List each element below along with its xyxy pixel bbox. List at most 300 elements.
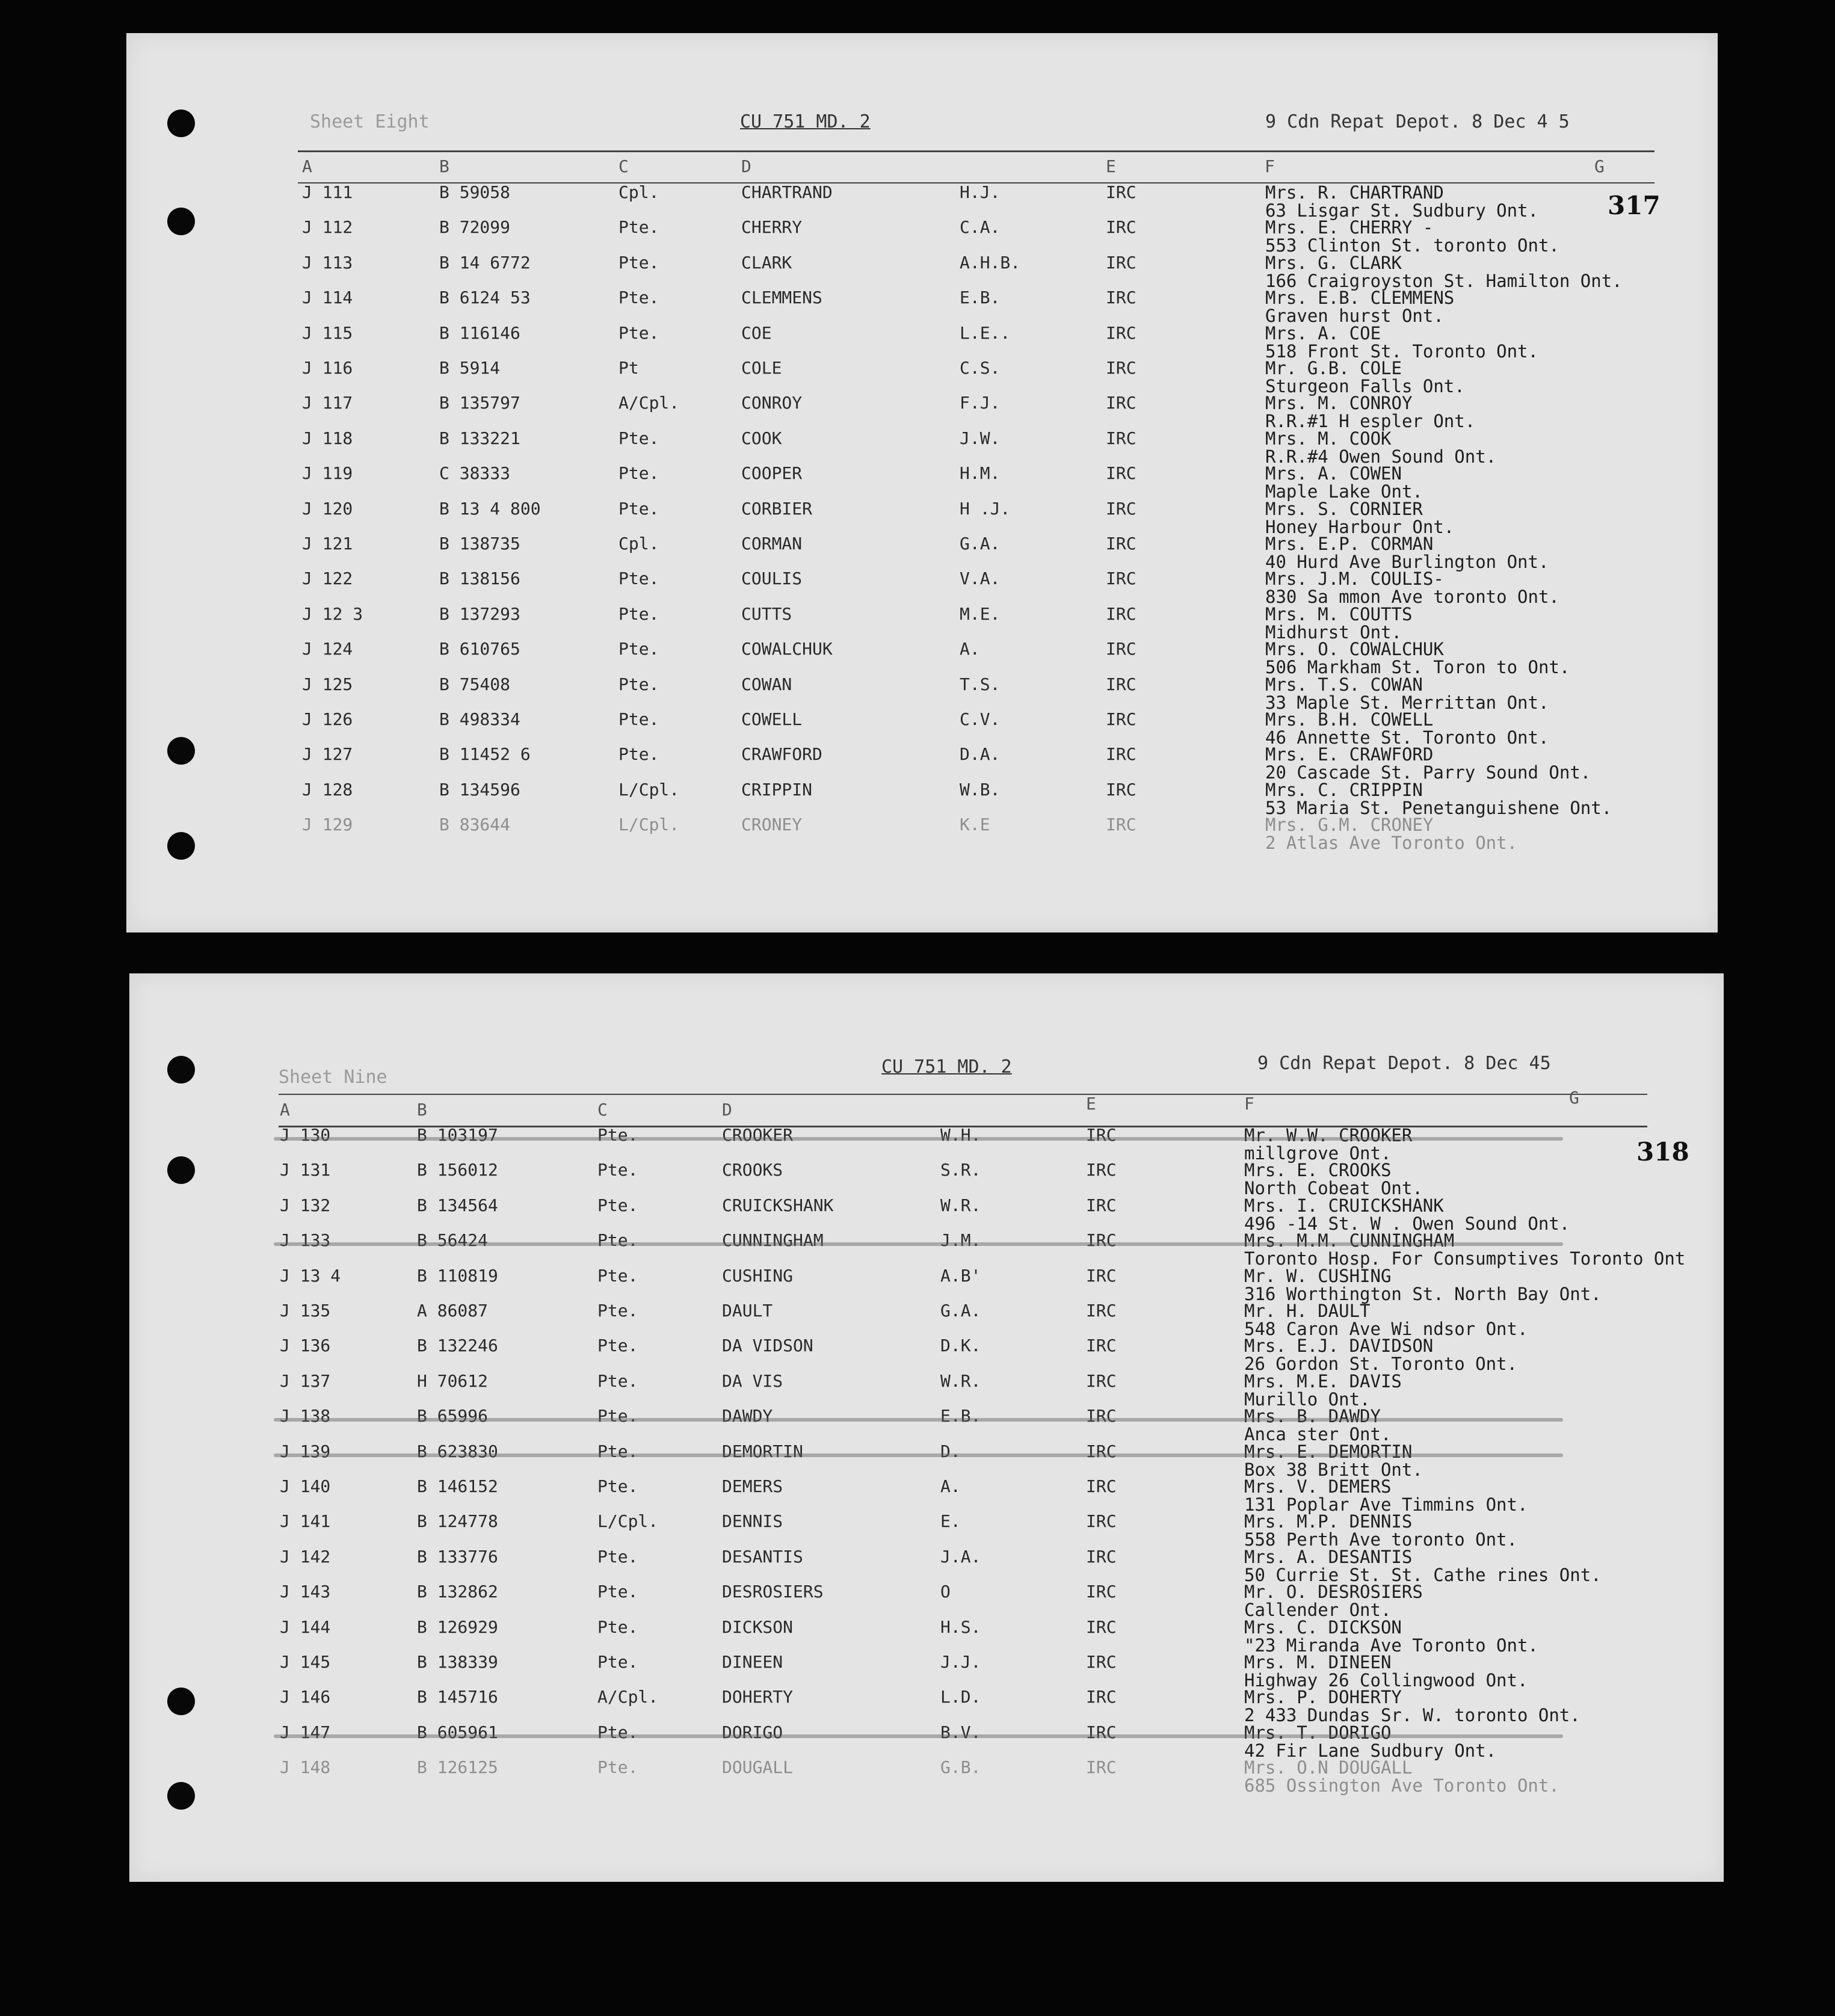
- service-number-cell: J 121: [302, 534, 353, 553]
- corps-cell: IRC: [1106, 498, 1136, 519]
- regimental-number-cell: B 124778: [417, 1511, 498, 1532]
- service-number-cell: J 138: [280, 1406, 331, 1426]
- initials-cell: W.R.: [940, 1195, 981, 1215]
- rank-cell: Pte.: [597, 1617, 638, 1637]
- file-reference: CU 751 MD. 2: [881, 1056, 1012, 1077]
- regimental-number-cell: B 75408: [439, 674, 511, 694]
- initials-cell: V.A.: [960, 569, 1001, 589]
- next-of-kin-name: Mr. O. DESROSIERS: [1244, 1582, 1423, 1603]
- regimental-number-cell: B 133776: [417, 1546, 498, 1567]
- next-of-kin-address: 506 Markham St. Toron to Ont.: [1265, 657, 1570, 678]
- rank-cell: Pte.: [597, 1301, 638, 1321]
- next-of-kin-name: Mrs. M. DINEEN: [1244, 1652, 1392, 1672]
- initials-cell: C.A.: [960, 217, 1001, 238]
- next-of-kin-name: Mr. W.W. CROOKER: [1244, 1125, 1413, 1145]
- service-number-cell: J 146: [280, 1687, 331, 1707]
- next-of-kin-name: Mrs. G. CLARK: [1265, 252, 1402, 273]
- regimental-number-cell: B 498334: [439, 709, 520, 729]
- initials-cell: G.A.: [960, 534, 1001, 553]
- table-row: [126, 603, 1718, 643]
- surname-cell: DINEEN: [722, 1652, 783, 1672]
- next-of-kin-address: 20 Cascade St. Parry Sound Ont.: [1265, 762, 1591, 783]
- table-row: [126, 674, 1718, 713]
- corps-cell: IRC: [1086, 1370, 1117, 1391]
- next-of-kin-name: Mrs. S. CORNIER: [1265, 498, 1423, 519]
- column-header-a: A: [280, 1100, 290, 1120]
- header-rule: [298, 150, 1655, 152]
- initials-cell: J.J.: [940, 1652, 981, 1672]
- service-number-cell: J 141: [280, 1511, 331, 1532]
- initials-cell: O: [940, 1582, 951, 1602]
- binder-hole: [167, 1782, 195, 1810]
- service-number-cell: J 115: [302, 322, 353, 343]
- surname-cell: DEMERS: [722, 1476, 783, 1496]
- next-of-kin-name: Mrs. T. DORIGO: [1244, 1722, 1392, 1743]
- unit-date: 9 Cdn Repat Depot. 8 Dec 4 5: [1265, 111, 1570, 132]
- rank-cell: Pte.: [618, 603, 659, 624]
- rank-cell: Pte.: [618, 744, 659, 765]
- corps-cell: IRC: [1086, 1722, 1117, 1742]
- corps-cell: IRC: [1086, 1195, 1117, 1215]
- initials-cell: W.R.: [940, 1370, 981, 1391]
- rank-cell: Pte.: [597, 1230, 638, 1251]
- next-of-kin-name: Mrs. I. CRUICKSHANK: [1244, 1195, 1444, 1216]
- initials-cell: A.B': [940, 1265, 981, 1286]
- regimental-number-cell: B 110819: [417, 1265, 498, 1286]
- next-of-kin-name: Mrs. B. DAWDY: [1244, 1406, 1381, 1427]
- rank-cell: Pte.: [618, 463, 659, 484]
- service-number-cell: J 112: [302, 217, 353, 238]
- rank-cell: Pte.: [618, 252, 659, 273]
- surname-cell: CROOKS: [722, 1160, 783, 1180]
- next-of-kin-name: Mrs. O.N DOUGALL: [1244, 1757, 1413, 1778]
- next-of-kin-name: Mrs. M. CONROY: [1265, 393, 1413, 414]
- binder-hole: [167, 1688, 195, 1715]
- corps-cell: IRC: [1106, 569, 1136, 589]
- rank-cell: L/Cpl.: [618, 815, 680, 835]
- surname-cell: CRIPPIN: [741, 779, 813, 800]
- surname-cell: CLEMMENS: [741, 288, 822, 308]
- next-of-kin-name: Mrs. C. DICKSON: [1244, 1617, 1402, 1638]
- table-row: [126, 288, 1718, 327]
- next-of-kin-name: Mrs. C. CRIPPIN: [1265, 779, 1423, 800]
- rank-cell: Pt: [618, 358, 639, 378]
- next-of-kin-address: millgrove Ont.: [1244, 1143, 1392, 1164]
- corps-cell: IRC: [1106, 428, 1136, 448]
- surname-cell: DAULT: [722, 1301, 773, 1321]
- rank-cell: Pte.: [597, 1370, 638, 1391]
- next-of-kin-address: Midhurst Ont.: [1265, 621, 1402, 643]
- table-row: [126, 322, 1718, 362]
- surname-cell: COOK: [741, 428, 782, 448]
- service-number-cell: J 116: [302, 358, 353, 378]
- regimental-number-cell: B 11452 6: [439, 744, 531, 765]
- regimental-number-cell: B 5914: [439, 358, 501, 378]
- surname-cell: DAWDY: [722, 1406, 773, 1426]
- strike-through-mark: [274, 1418, 1563, 1422]
- surname-cell: CONROY: [741, 393, 803, 413]
- next-of-kin-address: Maple Lake Ont.: [1265, 481, 1423, 502]
- table-row: [126, 779, 1718, 818]
- table-row: [126, 182, 1718, 221]
- initials-cell: H.M.: [960, 463, 1001, 484]
- binder-hole: [167, 737, 195, 765]
- regimental-number-cell: B 133221: [439, 428, 520, 448]
- service-number-cell: J 13 4: [280, 1265, 341, 1286]
- table-row: [126, 358, 1718, 396]
- next-of-kin-name: Mrs. G.M. CRONEY: [1265, 815, 1434, 836]
- next-of-kin-name: Mrs. A. COE: [1265, 322, 1381, 344]
- surname-cell: DESROSIERS: [722, 1582, 824, 1602]
- corps-cell: IRC: [1086, 1441, 1117, 1461]
- service-number-cell: J 147: [280, 1722, 331, 1742]
- next-of-kin-name: Mrs. E. DEMORTIN: [1244, 1441, 1413, 1462]
- rank-cell: Pte.: [597, 1160, 638, 1180]
- next-of-kin-name: Mrs. E. CRAWFORD: [1265, 744, 1434, 765]
- rank-cell: Pte.: [597, 1582, 638, 1602]
- surname-cell: COULIS: [741, 569, 803, 589]
- next-of-kin-name: Mrs. E.P. CORMAN: [1265, 534, 1434, 554]
- service-number-cell: J 118: [302, 428, 353, 448]
- initials-cell: K.E: [960, 815, 990, 835]
- corps-cell: IRC: [1106, 674, 1136, 694]
- corps-cell: IRC: [1106, 815, 1136, 835]
- initials-cell: D.K.: [940, 1336, 981, 1356]
- rank-cell: Pte.: [597, 1406, 638, 1426]
- corps-cell: IRC: [1086, 1687, 1117, 1707]
- page-number: 318: [1636, 1137, 1689, 1167]
- surname-cell: DICKSON: [722, 1617, 794, 1637]
- corps-cell: IRC: [1106, 779, 1136, 800]
- next-of-kin-name: Mrs. E.J. DAVIDSON: [1244, 1336, 1434, 1357]
- regimental-number-cell: B 605961: [417, 1722, 498, 1742]
- next-of-kin-address: 496 -14 St. W . Owen Sound Ont.: [1244, 1213, 1570, 1234]
- table-row: [129, 1511, 1724, 1550]
- rank-cell: Pte.: [618, 288, 659, 308]
- surname-cell: CORBIER: [741, 498, 813, 519]
- strike-through-mark: [274, 1734, 1563, 1738]
- next-of-kin-address: Anca ster Ont.: [1244, 1424, 1392, 1445]
- rank-cell: Pte.: [618, 428, 659, 448]
- strike-through-mark: [274, 1453, 1563, 1457]
- corps-cell: IRC: [1106, 358, 1136, 378]
- table-row: [126, 709, 1718, 748]
- rank-cell: Pte.: [618, 569, 659, 589]
- rank-cell: Cpl.: [618, 182, 659, 202]
- surname-cell: COOPER: [741, 463, 803, 484]
- next-of-kin-address: 2 Atlas Ave Toronto Ont.: [1265, 833, 1518, 854]
- next-of-kin-address: 50 Currie St. St. Cathe rines Ont.: [1244, 1564, 1602, 1585]
- surname-cell: DORIGO: [722, 1722, 783, 1742]
- table-row: [129, 1370, 1724, 1410]
- initials-cell: G.B.: [940, 1757, 981, 1778]
- surname-cell: COE: [741, 322, 772, 343]
- table-row: [129, 1195, 1724, 1234]
- initials-cell: T.S.: [960, 674, 1001, 694]
- column-header-c: C: [618, 156, 629, 176]
- regimental-number-cell: B 138339: [417, 1652, 498, 1672]
- service-number-cell: J 111: [302, 182, 353, 202]
- next-of-kin-name: Mrs. A. COWEN: [1265, 463, 1402, 484]
- rank-cell: Pte.: [618, 217, 659, 238]
- corps-cell: IRC: [1106, 217, 1136, 238]
- surname-cell: CUNNINGHAM: [722, 1230, 824, 1251]
- regimental-number-cell: B 126125: [417, 1757, 498, 1778]
- regimental-number-cell: B 610765: [439, 639, 520, 659]
- column-header-g: G: [1594, 156, 1605, 176]
- table-row: [126, 463, 1718, 502]
- table-row: [129, 1160, 1724, 1199]
- initials-cell: E.B.: [940, 1406, 981, 1426]
- next-of-kin-address: 548 Caron Ave Wi ndsor Ont.: [1244, 1319, 1528, 1339]
- next-of-kin-address: Graven hurst Ont.: [1265, 306, 1444, 327]
- surname-cell: DA VIDSON: [722, 1336, 813, 1356]
- corps-cell: IRC: [1086, 1265, 1117, 1286]
- column-header-c: C: [597, 1100, 608, 1120]
- rank-cell: Pte.: [597, 1441, 638, 1461]
- service-number-cell: J 131: [280, 1160, 331, 1180]
- regimental-number-cell: B 134564: [417, 1195, 498, 1215]
- initials-cell: J.M.: [940, 1230, 981, 1251]
- corps-cell: IRC: [1106, 603, 1136, 624]
- unit-date: 9 Cdn Repat Depot. 8 Dec 45: [1257, 1053, 1551, 1074]
- next-of-kin-name: Mrs. R. CHARTRAND: [1265, 182, 1444, 203]
- regimental-number-cell: C 38333: [439, 463, 511, 484]
- rank-cell: Pte.: [597, 1265, 638, 1286]
- next-of-kin-address: 46 Annette St. Toronto Ont.: [1265, 727, 1549, 748]
- corps-cell: IRC: [1086, 1125, 1117, 1145]
- table-row: [129, 1617, 1724, 1656]
- regimental-number-cell: B 83644: [439, 815, 511, 835]
- initials-cell: B.V.: [940, 1722, 981, 1742]
- table-row: [126, 815, 1718, 854]
- corps-cell: IRC: [1086, 1511, 1117, 1532]
- next-of-kin-address: Honey Harbour Ont.: [1265, 516, 1455, 537]
- corps-cell: IRC: [1106, 709, 1136, 729]
- initials-cell: E.B.: [960, 288, 1001, 308]
- table-row: [129, 1476, 1724, 1515]
- next-of-kin-address: Box 38 Britt Ont.: [1244, 1459, 1423, 1480]
- initials-cell: F.J.: [960, 393, 1001, 413]
- service-number-cell: J 142: [280, 1546, 331, 1567]
- service-number-cell: J 145: [280, 1652, 331, 1672]
- rank-cell: Pte.: [597, 1722, 638, 1742]
- column-header-f: F: [1265, 156, 1275, 176]
- table-row: [126, 252, 1718, 291]
- column-header-a: A: [302, 156, 312, 176]
- binder-hole: [167, 832, 195, 860]
- initials-cell: A.: [940, 1476, 961, 1496]
- regimental-number-cell: B 137293: [439, 603, 520, 624]
- service-number-cell: J 139: [280, 1441, 331, 1461]
- sheet-label: Sheet Nine: [279, 1067, 387, 1088]
- binder-hole: [167, 1156, 195, 1184]
- column-header-e: E: [1086, 1094, 1096, 1114]
- initials-cell: A.: [960, 639, 980, 659]
- initials-cell: H .J.: [960, 498, 1011, 519]
- table-row: [126, 428, 1718, 467]
- initials-cell: G.A.: [940, 1301, 981, 1321]
- table-row: [129, 1757, 1724, 1796]
- service-number-cell: J 144: [280, 1617, 331, 1637]
- initials-cell: E.: [940, 1511, 961, 1532]
- service-number-cell: J 122: [302, 569, 353, 589]
- page-number: 317: [1608, 191, 1661, 220]
- record-sheet-eight: [126, 33, 1718, 932]
- next-of-kin-address: 316 Worthington St. North Bay Ont.: [1244, 1283, 1602, 1304]
- surname-cell: CLARK: [741, 252, 792, 273]
- column-header-d: D: [722, 1100, 732, 1120]
- strike-through-mark: [274, 1137, 1563, 1141]
- service-number-cell: J 148: [280, 1757, 331, 1778]
- initials-cell: W.H.: [940, 1125, 981, 1145]
- binder-hole: [167, 109, 195, 137]
- table-row: [129, 1546, 1724, 1585]
- corps-cell: IRC: [1106, 182, 1136, 202]
- initials-cell: J.A.: [940, 1546, 981, 1567]
- corps-cell: IRC: [1086, 1406, 1117, 1426]
- table-row: [126, 569, 1718, 608]
- surname-cell: DENNIS: [722, 1511, 783, 1532]
- next-of-kin-name: Mrs. M. COOK: [1265, 428, 1392, 449]
- next-of-kin-address: 166 Craigroyston St. Hamilton Ont.: [1265, 270, 1623, 291]
- table-row: [129, 1265, 1724, 1304]
- surname-cell: DESANTIS: [722, 1546, 803, 1567]
- regimental-number-cell: B 72099: [439, 217, 511, 238]
- corps-cell: IRC: [1086, 1617, 1117, 1637]
- regimental-number-cell: B 132862: [417, 1582, 498, 1602]
- service-number-cell: J 12 3: [302, 603, 363, 624]
- binder-hole: [167, 208, 195, 235]
- service-number-cell: J 120: [302, 498, 353, 519]
- regimental-number-cell: B 138735: [439, 534, 520, 553]
- corps-cell: IRC: [1086, 1582, 1117, 1602]
- next-of-kin-name: Mr. W. CUSHING: [1244, 1265, 1392, 1286]
- initials-cell: D.: [940, 1441, 961, 1461]
- next-of-kin-address: R.R.#4 Owen Sound Ont.: [1265, 446, 1497, 467]
- next-of-kin-address: Toronto Hosp. For Consumptives Toronto Ont: [1244, 1248, 1686, 1269]
- next-of-kin-address: 131 Poplar Ave Timmins Ont.: [1244, 1494, 1528, 1515]
- next-of-kin-address: 33 Maple St. Merrittan Ont.: [1265, 692, 1549, 713]
- service-number-cell: J 143: [280, 1582, 331, 1602]
- table-row: [126, 744, 1718, 783]
- next-of-kin-address: 26 Gordon St. Toronto Ont.: [1244, 1354, 1517, 1375]
- table-row: [129, 1687, 1724, 1726]
- column-header-g: G: [1569, 1088, 1579, 1108]
- next-of-kin-name: Mrs. M.P. DENNIS: [1244, 1511, 1413, 1532]
- corps-cell: IRC: [1106, 393, 1136, 413]
- surname-cell: CRONEY: [741, 815, 803, 835]
- surname-cell: COWAN: [741, 674, 792, 694]
- next-of-kin-address: 553 Clinton St. toronto Ont.: [1265, 235, 1559, 256]
- column-header-b: B: [417, 1100, 427, 1120]
- initials-cell: H.J.: [960, 182, 1001, 202]
- file-reference: CU 751 MD. 2: [740, 111, 871, 132]
- initials-cell: S.R.: [940, 1160, 981, 1180]
- service-number-cell: J 137: [280, 1370, 331, 1391]
- service-number-cell: J 113: [302, 252, 353, 273]
- next-of-kin-name: Mrs. J.M. COULIS-: [1265, 569, 1444, 590]
- service-number-cell: J 126: [302, 709, 353, 729]
- next-of-kin-address: R.R.#1 H espler Ont.: [1265, 411, 1476, 432]
- corps-cell: IRC: [1086, 1652, 1117, 1672]
- service-number-cell: J 135: [280, 1301, 331, 1321]
- service-number-cell: J 136: [280, 1336, 331, 1356]
- next-of-kin-address: 42 Fir Lane Sudbury Ont.: [1244, 1740, 1497, 1761]
- initials-cell: C.S.: [960, 358, 1001, 378]
- table-row: [126, 393, 1718, 432]
- table-row: [129, 1301, 1724, 1339]
- rank-cell: Pte.: [597, 1336, 638, 1356]
- initials-cell: L.E..: [960, 322, 1011, 343]
- regimental-number-cell: B 126929: [417, 1617, 498, 1637]
- regimental-number-cell: B 13 4 800: [439, 498, 541, 519]
- next-of-kin-name: Mrs. M.E. DAVIS: [1244, 1370, 1402, 1392]
- corps-cell: IRC: [1086, 1476, 1117, 1496]
- corps-cell: IRC: [1106, 322, 1136, 343]
- rank-cell: Pte.: [597, 1757, 638, 1778]
- next-of-kin-address: Murillo Ont.: [1244, 1389, 1371, 1410]
- service-number-cell: J 127: [302, 744, 353, 765]
- regimental-number-cell: A 86087: [417, 1301, 489, 1321]
- regimental-number-cell: B 132246: [417, 1336, 498, 1356]
- regimental-number-cell: B 156012: [417, 1160, 498, 1180]
- corps-cell: IRC: [1086, 1230, 1117, 1251]
- regimental-number-cell: B 59058: [439, 182, 511, 202]
- regimental-number-cell: H 70612: [417, 1370, 489, 1391]
- rank-cell: Pte.: [597, 1125, 638, 1145]
- next-of-kin-name: Mrs. O. COWALCHUK: [1265, 639, 1444, 660]
- binder-hole: [167, 1056, 195, 1084]
- column-header-b: B: [439, 156, 449, 176]
- rank-cell: L/Cpl.: [618, 779, 680, 800]
- next-of-kin-address: 518 Front St. Toronto Ont.: [1265, 341, 1538, 362]
- next-of-kin-address: Callender Ont.: [1244, 1600, 1392, 1621]
- next-of-kin-address: 685 Ossington Ave Toronto Ont.: [1244, 1775, 1559, 1796]
- surname-cell: COLE: [741, 358, 782, 378]
- next-of-kin-address: "23 Miranda Ave Toronto Ont.: [1244, 1635, 1538, 1656]
- surname-cell: DOUGALL: [722, 1757, 794, 1778]
- regimental-number-cell: B 6124 53: [439, 288, 531, 308]
- table-row: [126, 217, 1718, 256]
- initials-cell: A.H.B.: [960, 252, 1021, 273]
- next-of-kin-address: 558 Perth Ave toronto Ont.: [1244, 1529, 1517, 1550]
- surname-cell: COWELL: [741, 709, 803, 729]
- surname-cell: CRUICKSHANK: [722, 1195, 834, 1215]
- surname-cell: DOHERTY: [722, 1687, 794, 1707]
- rank-cell: Pte.: [618, 639, 659, 659]
- next-of-kin-name: Mrs. P. DOHERTY: [1244, 1687, 1402, 1708]
- next-of-kin-name: Mrs. T.S. COWAN: [1265, 674, 1423, 695]
- next-of-kin-address: 40 Hurd Ave Burlington Ont.: [1265, 552, 1549, 572]
- strike-through-mark: [274, 1242, 1563, 1246]
- surname-cell: CORMAN: [741, 534, 803, 553]
- header-rule: [279, 1094, 1647, 1095]
- rank-cell: Cpl.: [618, 534, 659, 553]
- rank-cell: Pte.: [597, 1195, 638, 1215]
- table-row: [129, 1230, 1724, 1269]
- table-row: [129, 1125, 1724, 1164]
- table-row: [126, 639, 1718, 678]
- next-of-kin-name: Mrs. M.M. CUNNINGHAM: [1244, 1230, 1455, 1251]
- corps-cell: IRC: [1086, 1301, 1117, 1321]
- table-row: [129, 1652, 1724, 1691]
- corps-cell: IRC: [1106, 288, 1136, 308]
- initials-cell: M.E.: [960, 603, 1001, 624]
- regimental-number-cell: B 146152: [417, 1476, 498, 1496]
- rank-cell: A/Cpl.: [597, 1687, 659, 1707]
- service-number-cell: J 124: [302, 639, 353, 659]
